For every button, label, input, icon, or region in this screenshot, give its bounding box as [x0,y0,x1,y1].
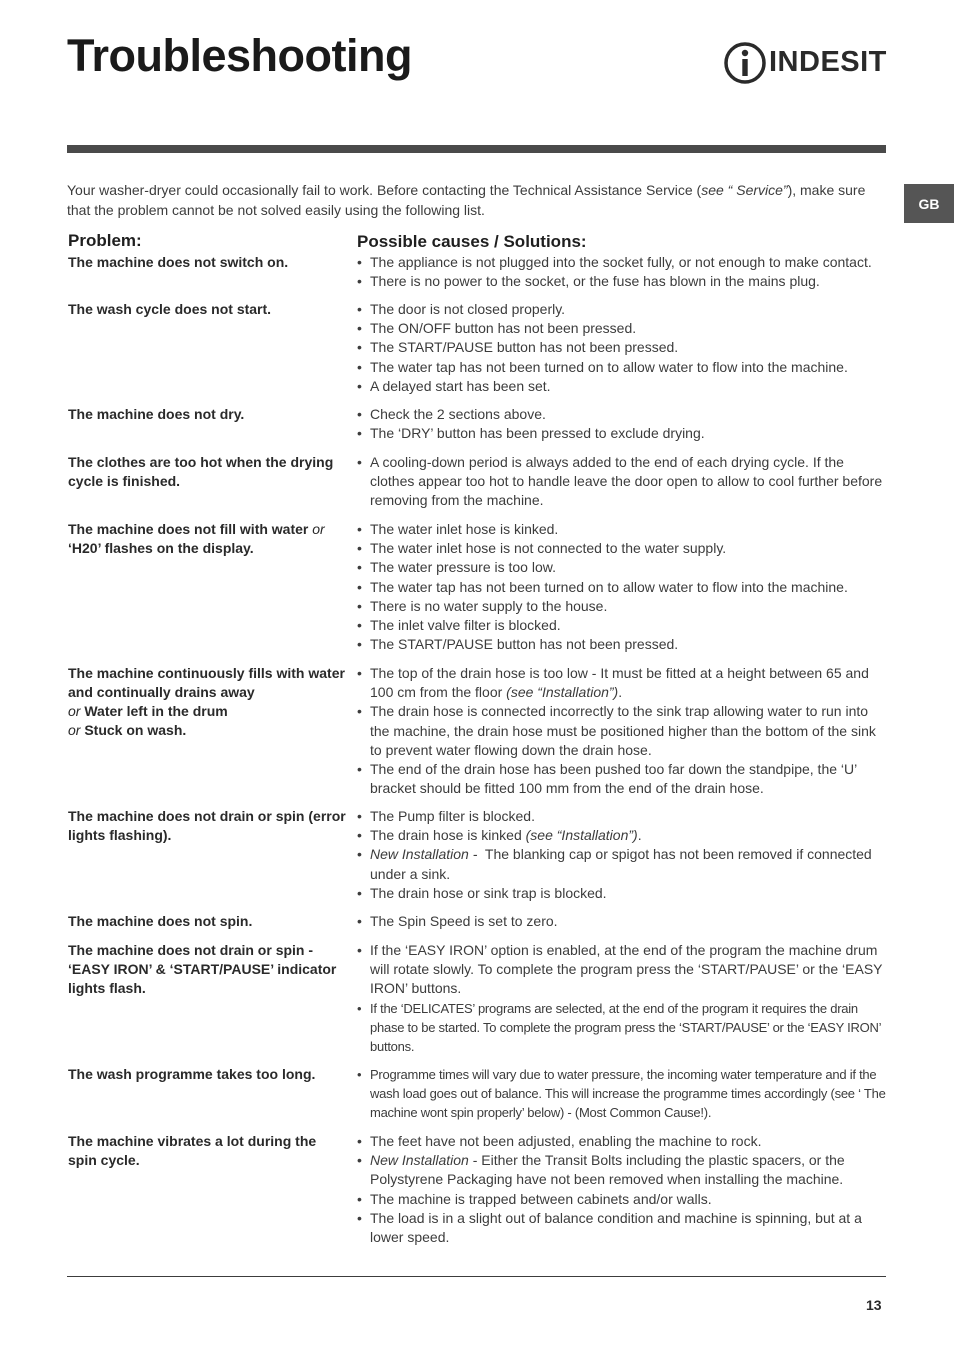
causes-list [357,453,887,511]
causes-list [357,664,887,798]
cause-item: • The load is in a slight out of balance condition and machine is spinning, but at a lower speed. [357,1209,887,1247]
cause-item: • The appliance is not plugged into the socket fully, or not enough to make contact. [357,253,887,272]
cause-item: • The Spin Speed is set to zero. [357,912,887,931]
causes-list [357,1065,887,1123]
page-number: 13 [866,1297,882,1313]
cause-item [357,826,887,845]
cause-item [357,1151,887,1189]
causes-list [357,405,887,443]
cause-text: . [618,684,623,701]
cause-item: • Check the 2 sections above. [357,405,887,424]
cause-item: • The drain hose is connected incorrectly to the sink trap allowing water to run into the machine, the drain hose must be positioned higher than the bottom of the sink to prevent water flowing down the drain hose. [357,702,887,760]
solutions-column-heading: Possible causes / Solutions: [357,232,587,251]
problem-text: The machine does not drain or spin (error lights flashing). [68,808,346,843]
problem-part: ‘H20’ flashes on the display. [68,540,254,556]
cause-item: • The water pressure is too low. [357,558,887,577]
cause-item: • If the ‘DELICATES’ programs are selected, at the end of the program it requires the drain phase to be started. To complete the program press the ‘START/PAUSE’ or the ‘EASY IRON’ buttons. [357,999,887,1057]
cause-item: • The Pump filter is blocked. [357,807,887,826]
problem-or: or [68,722,81,738]
causes-list [357,807,887,903]
page-title: Troubleshooting [67,30,412,81]
causes-list [357,520,887,654]
cause-item: • If the ‘EASY IRON’ option is enabled, at the end of the program the machine drum will rotate slowly. To complete the program press the ‘START/PAUSE’ or the ‘EASY IRON’ buttons. [357,941,887,999]
problem-part: Stuck on wash. [84,722,187,738]
problem-text: The machine does not dry. [68,406,245,422]
problem-or: or [68,703,81,719]
new-installation-label: New Installation - [370,846,478,863]
intro-after: ), make sure that the problem cannot be not solved easily using the following list. [67,182,866,218]
cause-item: • There is no water supply to the house. [357,597,887,616]
cause-item: • A delayed start has been set. [357,377,887,396]
problem-text: The wash cycle does not start. [68,301,272,317]
installation-ref: (see “Installation”) [525,827,638,844]
problem-part: Water left in the drum [84,703,228,719]
cause-item: • The ON/OFF button has not been pressed. [357,319,887,338]
cause-item: • The water inlet hose is kinked. [357,520,887,539]
cause-item: • The machine is trapped between cabinets and/or walls. [357,1190,887,1209]
indesit-i-icon [723,40,767,86]
intro-text [67,180,887,220]
intro-service-ref: see “ Service” [701,182,788,198]
cause-item: • The end of the drain hose has been pushed too far down the standpipe, the ‘U’ bracket should be fitted 100 mm from the end of the drain hose. [357,760,887,798]
problem-part: The machine does not fill with water [68,521,313,537]
cause-item: • The START/PAUSE button has not been pressed. [357,338,887,357]
problem-text [68,664,346,740]
problem-text: The machine vibrates a lot during the spin cycle. [68,1133,317,1168]
cause-item: • Programme times will vary due to water pressure, the incoming water temperature and if the wash load goes out of balance. This will increase the programme times accordingly (see ‘ The machine wont spin properly’ below) - (Most Common Cause!). [357,1065,887,1123]
cause-text: The drain hose is kinked [370,827,526,844]
causes-list [357,300,887,396]
causes-list [357,912,887,931]
cause-item [357,845,887,883]
cause-item: • There is no power to the socket, or the fuse has blown in the mains plug. [357,272,887,291]
cause-item: • The START/PAUSE button has not been pressed. [357,635,887,654]
problem-text: The wash programme takes too long. [68,1066,316,1082]
causes-list [357,253,887,291]
indesit-logo [723,40,889,86]
problem-column-heading: Problem: [68,231,142,250]
problem-text: The machine does not switch on. [68,254,289,270]
cause-item: • The water tap has not been turned on to allow water to flow into the machine. [357,358,887,377]
cause-item: • A cooling-down period is always added to the end of each drying cycle. If the clothes appear too hot to handle leave the door open to allow to cool further before removing from the machine. [357,453,887,511]
new-installation-label: New Installation [370,1152,469,1169]
cause-text: . [637,827,642,844]
problem-text: The machine does not drain or spin - ‘EASY IRON’ & ‘START/PAUSE’ indicator lights flash. [68,942,337,996]
cause-text: The top of the drain hose is too low - It must be fitted at a height between 65 and 100 cm from the floor [370,665,869,701]
language-tab-label: GB [918,195,940,212]
language-tab [904,184,954,223]
cause-text: - Either the Transit Bolts including the plastic spacers, or the Polystyrene Packaging have not been removed when installing the machine. [370,1152,845,1188]
installation-ref: (see “Installation”) [506,684,619,701]
intro-before: Your washer-dryer could occasionally fail to work. Before contacting the Technical Assistance Service ( [67,182,702,198]
problem-text: The machine does not spin. [68,913,253,929]
cause-text: The blanking cap or spigot has not been removed if connected under a sink. [370,846,876,882]
footer-divider [67,1276,886,1277]
cause-item: • The inlet valve filter is blocked. [357,616,887,635]
cause-item: • The door is not closed properly. [357,300,887,319]
problem-text: The clothes are too hot when the drying cycle is finished. [68,454,334,489]
cause-item: • The water inlet hose is not connected to the water supply. [357,539,887,558]
header-divider [67,145,886,153]
problem-part: The machine continuously fills with water and continually drains away [68,665,345,700]
cause-item: • The ‘DRY’ button has been pressed to exclude drying. [357,424,887,443]
problem-text [68,520,346,558]
cause-item: • The water tap has not been turned on to allow water to flow into the machine. [357,578,887,597]
cause-item: • The feet have not been adjusted, enabling the machine to rock. [357,1132,887,1151]
cause-item: • The drain hose or sink trap is blocked. [357,884,887,903]
cause-item [357,664,887,702]
problem-or: or [312,521,325,537]
brand-wordmark: INDESIT [769,46,887,78]
causes-list [357,1132,887,1247]
causes-list [357,941,887,1056]
